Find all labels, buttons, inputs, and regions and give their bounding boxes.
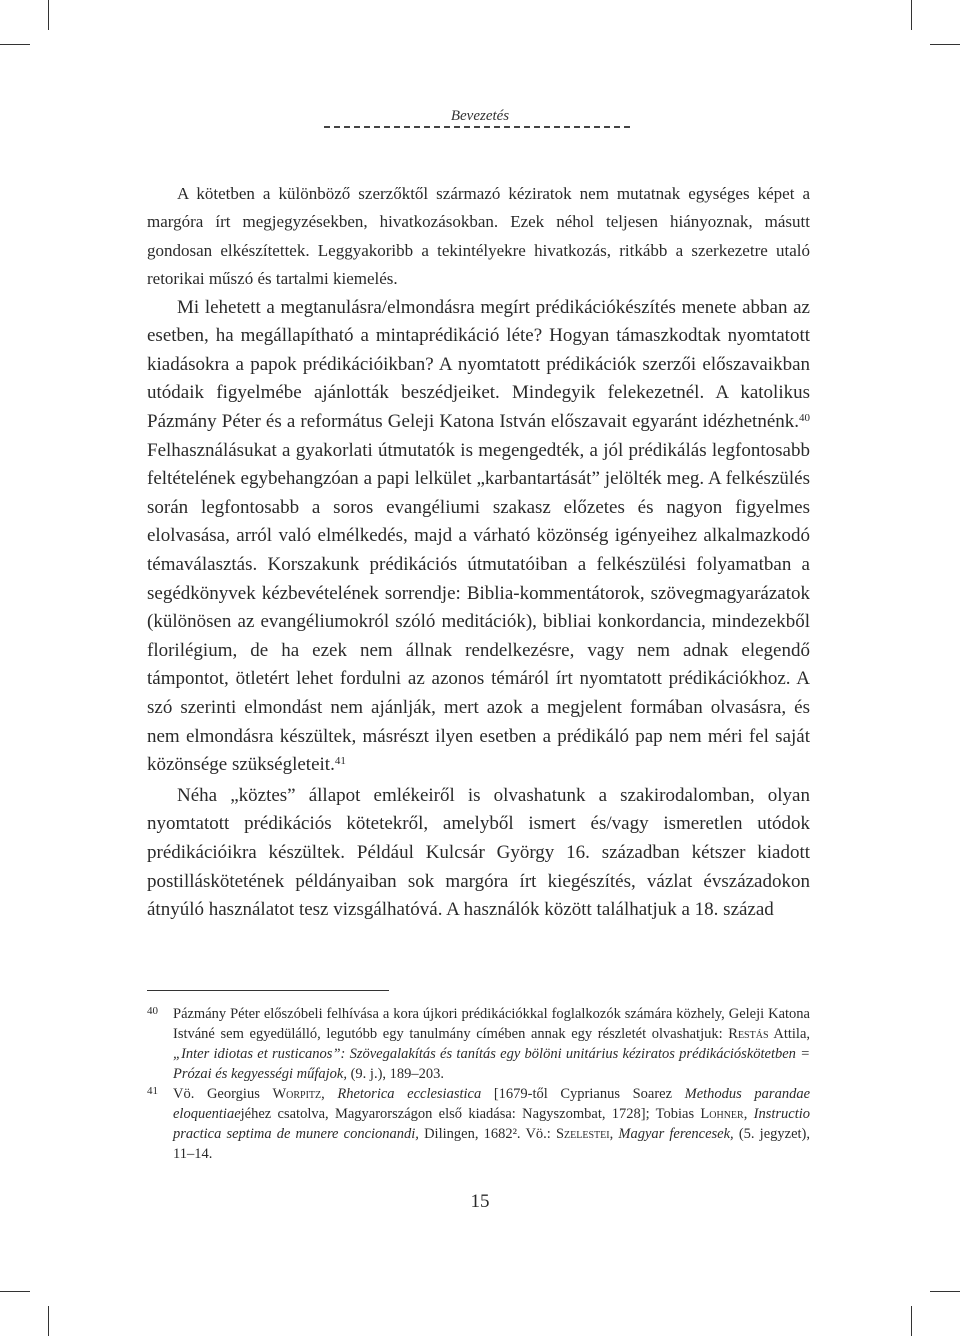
footnote-text: , <box>321 1086 338 1102</box>
paragraph-text: Mi lehetett a megtanulásra/elmondásra megírt prédikációkészítés menete abban az esetben, ha megállapítható a mintaprédikáció léte? Hogyan támaszkodtak nyomtatott kiadásokra a papok prédikációikban? A nyomtatott prédikációk szerzői előszavaikban utódaik figyelmébe ajánlották beszédjeiket. Mindegyik felekezetnél. A katolikus Pázmány Péter és a református Geleji Katona István előszavait egyaránt idézhetnénk. <box>147 296 810 432</box>
footnote-text: , <box>609 1126 619 1142</box>
crop-mark <box>0 1291 30 1292</box>
footnote-ref[interactable]: 41 <box>334 755 346 768</box>
work-title: Methodus parandae eloquentiae <box>173 1086 811 1122</box>
footnote-text: [1679-től Cyprianus Soarez <box>481 1086 685 1102</box>
running-head-rule <box>324 126 630 128</box>
footnote-text: Vö. Georgius <box>173 1086 273 1102</box>
author-name: Worpitz <box>272 1086 322 1102</box>
footnote-number: 41 <box>147 1085 158 1097</box>
footnotes <box>147 1004 810 1164</box>
paragraph-text: Felhasználásukat a gyakorlati útmutatók is megengedték, a jól prédikálás legfontosabb feltételének egybehangzóan a papi lelkület „karbantartását” jelölték meg. A felkészülés során legfontosabb a soros evangéliumi szakasz előzetes és nagyon figyelmes elolvasása, arról való elmélkedés, majd a várható közönség igényeihez alkalmazkodó témaválasztás. Korszakunk prédikációs útmutatóiban a felkészülési folyamatban a segédkönyvek kézbevételének sorrendje: Biblia-kommentátorok, szövegmagyarázatok (különösen az evangéliumokról szóló meditációk), bibliai konkordancia, mindezekből florilégium, de ha ezek nem állnak rendelkezésre, vagy nem adnak elegendő támpontot, ötletért lehet fordulni az azonos témáról írt nyomtatott prédikációkhoz. A szó szerinti elmondást nem ajánlják, mert azok a megjelent formában olvasásra, és nem elmondásra készültek, másrészt ilyen esetben a prédikáló pap nem méri fel saját közönsége szükségleteit. <box>147 439 810 776</box>
footnote-number: 40 <box>147 1005 158 1017</box>
paragraph: A kötetben a különböző szerzőktől származó kéziratok nem mutatnak egységes képet a margóra írt megjegyzésekben, hivatkozásokban. Ezek néhol teljesen hiányoznak, másutt gondosan elkészítettek. Leggyakoribb a tekintélyekre hivatkozás, ritkább a szerkezetre utaló retorikai műszó és tartalmi kiemelés. <box>147 184 810 289</box>
crop-mark <box>911 0 912 30</box>
body-text <box>147 180 810 925</box>
crop-mark <box>911 1306 912 1336</box>
author-name: Szelestei <box>555 1126 610 1142</box>
footnote-ref[interactable]: 40 <box>799 412 810 424</box>
footnote-text: Pázmány Péter előszóbeli felhívása a kora újkori prédikációkkal foglalkozók számára közhely, Geleji Katona Istváné sem egyedülálló, legutóbb egy tanulmány címében annak egy részletét olvashatjuk: <box>173 1006 810 1042</box>
footnote-text: Dilingen, 1682². <box>418 1126 521 1142</box>
footnote-text: , <box>743 1106 754 1122</box>
work-title: „Inter idiotas et rusticanos”: Szövegalakítás és tanítás egy bölöni unitárius kéziratos prédikációskötetben = Prózai és kegyességi műfajok, <box>173 1046 810 1082</box>
crop-mark <box>0 44 30 45</box>
footnote-text: Attila, <box>768 1026 811 1042</box>
page-number: 15 <box>470 1191 490 1212</box>
footnote-text: jéhez csatolva, Magyarországon első kiadása: Nagyszombat, 1728]; Tobias <box>240 1106 701 1122</box>
crop-mark <box>930 44 960 45</box>
paragraph: Néha „köztes” állapot emlékeiről is olvashatunk a szakirodalomban, olyan nyomtatott prédikációs kötetekről, amelyből ismert és/vagy ismeretlen utódok prédikációikra készültek. Például Kulcsár György 16. században kétszer kiadott postilláskötetének példányaiban sok margóra írt kiegészítés, vázlat évszázadokon átnyúló használatot tesz vizsgálhatóvá. A használók között találhatjuk a 18. század <box>147 784 810 921</box>
footnote-rule <box>147 990 389 991</box>
crop-mark <box>930 1291 960 1292</box>
paragraph <box>147 294 810 780</box>
work-title: Instructio practica septima de munere concionandi, <box>173 1106 811 1142</box>
footnote-text: Vö.: <box>520 1126 556 1142</box>
author-name: Restás <box>728 1026 769 1042</box>
crop-mark <box>48 1306 49 1336</box>
work-title: Rhetorica ecclesiastica <box>337 1086 482 1102</box>
footnote <box>147 1004 810 1084</box>
footnote-text: (5. jegyzet), 11–14. <box>173 1126 810 1162</box>
crop-mark <box>48 0 49 30</box>
running-head: Bevezetés <box>450 108 510 124</box>
author-name: Lohner <box>700 1106 744 1122</box>
footnote-text: (9. j.), 189–203. <box>346 1066 445 1082</box>
work-title: Magyar ferencesek, <box>618 1126 734 1142</box>
footnote <box>147 1084 810 1164</box>
